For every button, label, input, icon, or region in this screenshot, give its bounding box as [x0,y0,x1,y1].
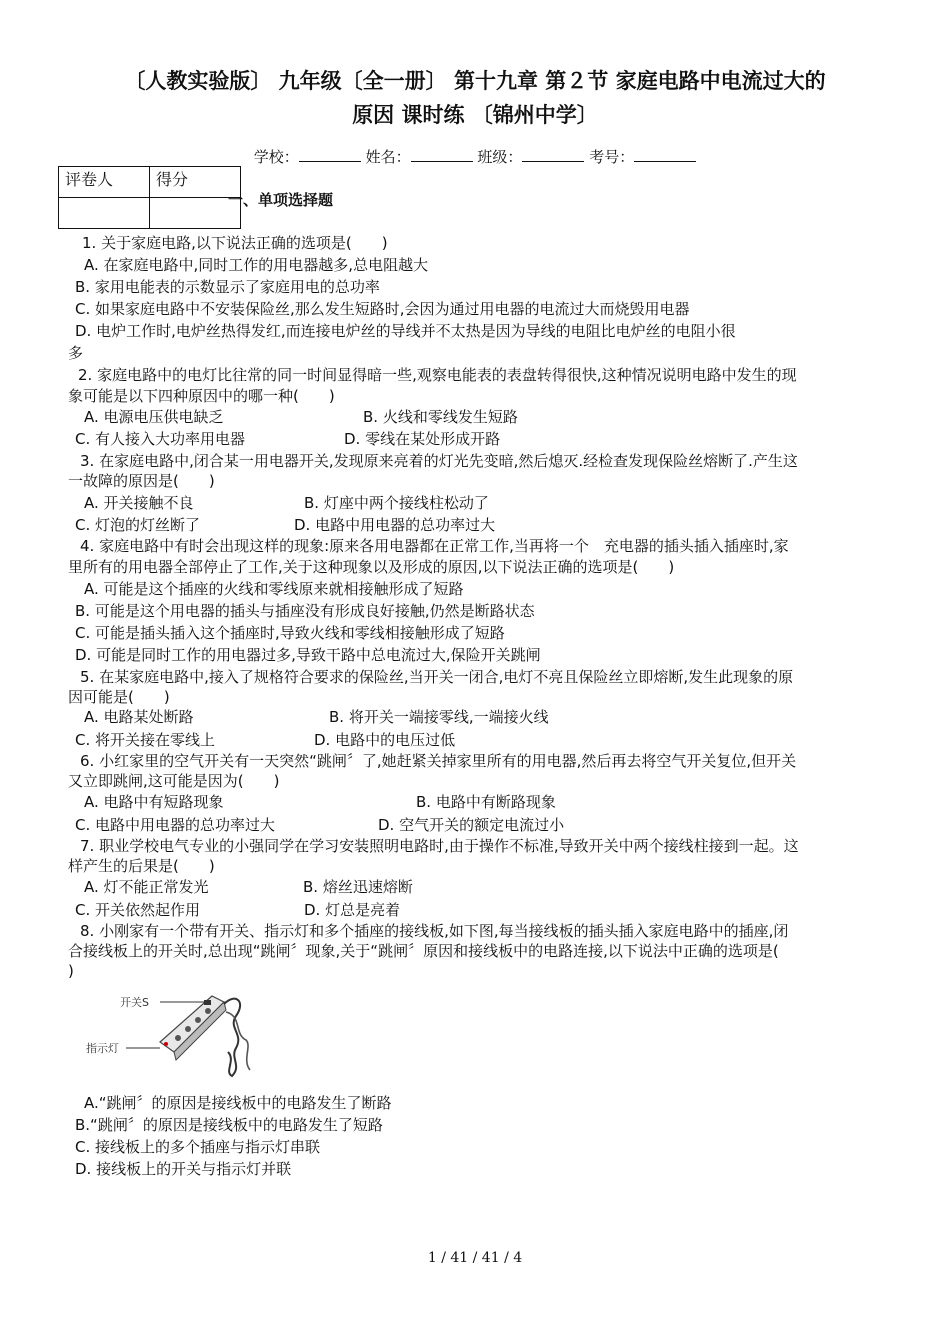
q5-option-c: C. 将开关接在零线上 [75,731,216,749]
class-blank[interactable] [522,149,584,162]
question-5: 5. 在某家庭电路中,接入了规格符合要求的保险丝,当开关一闭合,电灯不亮且保险丝立即熔断,发生此现象的原 [80,668,794,686]
q5-option-b: B. 将开关一端接零线,一端接火线 [329,708,549,726]
grader-cell [59,198,150,229]
page-title [60,64,890,132]
question-2-cont: 象可能是以下四种原因中的哪一种( ) [68,387,335,405]
q3-option-b: B. 灯座中两个接线柱松动了 [304,494,489,512]
school-label: 学校： [253,148,299,166]
question-5-cont: 因可能是( ) [68,688,170,706]
question-7-cont: 样产生的后果是( ) [68,857,215,875]
student-info-line [0,146,950,167]
q2-option-a: A. 电源电压供电缺乏 [84,408,224,426]
q3-option-a: A. 开关接触不良 [84,494,194,512]
q1-option-d: D. 电炉工作时,电炉丝热得发红,而连接电炉丝的导线并不太热是因为导线的电阻比电炉丝的电阻小很 [75,322,736,340]
question-8-cont2: ) [68,962,74,980]
q8-option-d: D. 接线板上的开关与指示灯并联 [75,1160,292,1178]
q8-option-c: C. 接线板上的多个插座与指示灯串联 [75,1138,321,1156]
q8-option-b: B.“跳闸〞的原因是接线板中的电路发生了短路 [75,1116,383,1134]
title-line-2: 原因 课时练 〔锦州中学〕 [352,103,598,127]
q7-option-c: C. 开关依然起作用 [75,901,201,919]
question-3: 3. 在家庭电路中,闭合某一用电器开关,发现原来亮着的灯光先变暗,然后熄灭.经检查发现保险丝熔断了.产生这 [80,452,798,470]
switch-label: 开关S [120,996,149,1009]
q6-option-b: B. 电路中有断路现象 [416,793,556,811]
q7-option-a: A. 灯不能正常发光 [84,878,209,896]
question-4-cont: 里所有的用电器全部停止了工作,关于这种现象以及形成的原因,以下说法正确的选项是( ) [68,558,675,576]
q3-option-c: C. 灯泡的灯丝断了 [75,516,201,534]
score-table [58,166,241,229]
question-8-cont: 合接线板上的开关时,总出现“跳闸〞现象,关于“跳闸〞原因和接线板中的电路连接,以下说法中正确的选项是( [68,942,779,960]
power-strip-icon [86,982,256,1082]
q7-option-b: B. 熔丝迅速熔断 [303,878,413,896]
q1-option-c: C. 如果家庭电路中不安装保险丝,那么发生短路时,会因为通过用电器的电流过大而烧毁用电器 [75,300,690,318]
q3-option-d: D. 电路中用电器的总功率过大 [294,516,496,534]
q8-option-a: A.“跳闸〞的原因是接线板中的电路发生了断路 [84,1094,392,1112]
q4-option-c: C. 可能是插头插入这个插座时,导致火线和零线相接触形成了短路 [75,624,505,642]
power-strip-figure [86,982,256,1082]
q1-option-d-cont: 多 [68,344,84,362]
name-blank[interactable] [411,149,473,162]
q6-option-d: D. 空气开关的额定电流过小 [378,816,565,834]
q4-option-a: A. 可能是这个插座的火线和零线原来就相接触形成了短路 [84,580,464,598]
question-4: 4. 家庭电路中有时会出现这样的现象:原来各用电器都在正常工作,当再将一个 充电器的插头插入插座时,家 [80,537,789,555]
q4-option-b: B. 可能是这个用电器的插头与插座没有形成良好接触,仍然是断路状态 [75,602,535,620]
question-2: 2. 家庭电路中的电灯比往常的同一时间显得暗一些,观察电能表的表盘转得很快,这种情况说明电路中发生的现 [78,366,797,384]
q6-option-c: C. 电路中用电器的总功率过大 [75,816,276,834]
question-3-cont: 一故障的原因是( ) [68,472,215,490]
q6-option-a: A. 电路中有短路现象 [84,793,224,811]
indicator-label: 指示灯 [86,1042,119,1055]
exam-no-blank[interactable] [634,149,696,162]
score-header: 得分 [150,167,241,198]
exam-no-label: 考号： [589,148,635,166]
question-8: 8. 小刚家有一个带有开关、指示灯和多个插座的接线板,如下图,每当接线板的插头插入家庭电路中的插座,闭 [80,922,789,940]
score-cell [150,198,241,229]
grader-header: 评卷人 [59,167,150,198]
q2-option-d: D. 零线在某处形成开路 [344,430,501,448]
question-1: 1. 关于家庭电路,以下说法正确的选项是( ) [82,234,388,252]
title-line-1: 〔人教实验版〕 九年级〔全一册〕 第十九章 第２节 家庭电路中电流过大的 [124,69,826,93]
q5-option-d: D. 电路中的电压过低 [314,731,456,749]
q1-option-a: A. 在家庭电路中,同时工作的用电器越多,总电阻越大 [84,256,429,274]
q2-option-c: C. 有人接入大功率用电器 [75,430,246,448]
q2-option-b: B. 火线和零线发生短路 [363,408,518,426]
page-footer: 1 / 41 / 41 / 4 [427,1250,523,1266]
q1-option-b: B. 家用电能表的示数显示了家庭用电的总功率 [75,278,380,296]
section-title: 一、单项选择题 [228,191,334,209]
question-6-cont: 又立即跳闸,这可能是因为( ) [68,772,280,790]
school-blank[interactable] [299,149,361,162]
q4-option-d: D. 可能是同时工作的用电器过多,导致干路中总电流过大,保险开关跳闸 [75,646,541,664]
q5-option-a: A. 电路某处断路 [84,708,194,726]
q7-option-d: D. 灯总是亮着 [304,901,401,919]
class-label: 班级： [477,148,523,166]
name-label: 姓名： [365,148,411,166]
question-6: 6. 小红家里的空气开关有一天突然“跳闸〞了,她赶紧关掉家里所有的用电器,然后再去将空气开关复位,但开关 [80,752,797,770]
question-7: 7. 职业学校电气专业的小强同学在学习安装照明电路时,由于操作不标准,导致开关中两个接线柱接到一起。这 [80,837,799,855]
